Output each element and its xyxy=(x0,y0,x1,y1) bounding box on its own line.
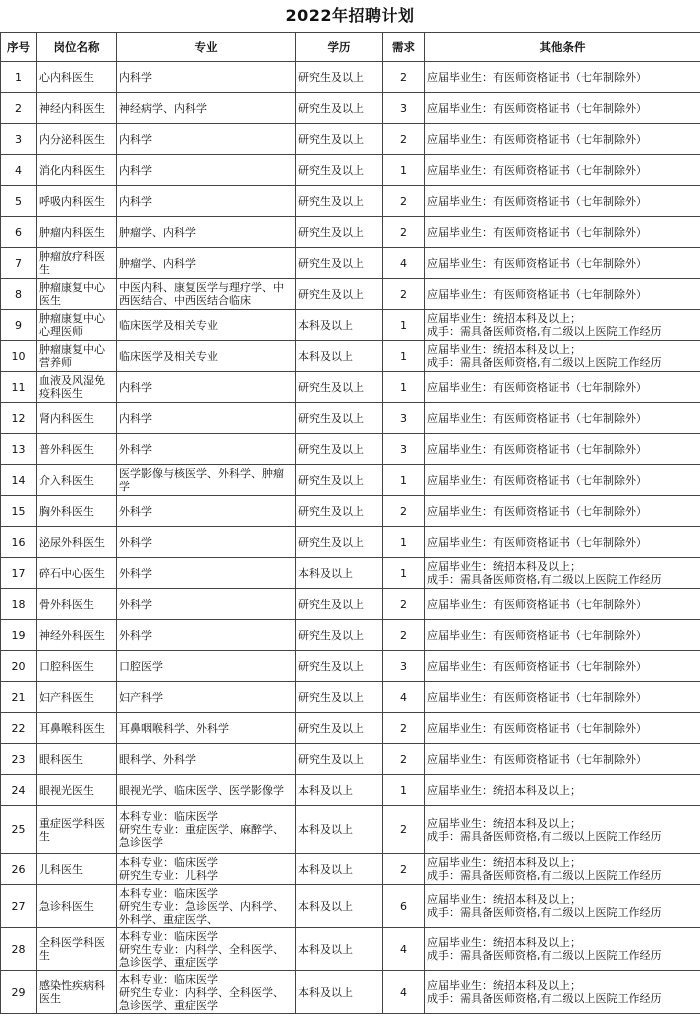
cell-other: 应届毕业生：有医师资格证书（七年制除外） xyxy=(425,279,700,310)
cell-no: 4 xyxy=(1,155,37,186)
cell-major: 本科专业：临床医学 研究生专业：急诊医学、内科学、外科学、重症医学、 xyxy=(117,885,296,928)
cell-education: 本科及以上 xyxy=(296,928,383,971)
cell-no: 14 xyxy=(1,465,37,496)
cell-no: 9 xyxy=(1,310,37,341)
cell-position: 重症医学科医生 xyxy=(37,806,117,854)
header-major: 专业 xyxy=(117,33,296,62)
cell-demand: 2 xyxy=(383,806,425,854)
cell-education: 本科及以上 xyxy=(296,310,383,341)
cell-demand: 2 xyxy=(383,589,425,620)
cell-education: 研究生及以上 xyxy=(296,527,383,558)
cell-other: 应届毕业生：有医师资格证书（七年制除外） xyxy=(425,372,700,403)
cell-major: 内科学 xyxy=(117,155,296,186)
cell-no: 2 xyxy=(1,93,37,124)
cell-other: 应届毕业生：有医师资格证书（七年制除外） xyxy=(425,155,700,186)
cell-demand: 4 xyxy=(383,928,425,971)
cell-education: 研究生及以上 xyxy=(296,248,383,279)
cell-no: 29 xyxy=(1,971,37,1014)
recruitment-table xyxy=(0,32,700,1014)
cell-other: 应届毕业生：有医师资格证书（七年制除外） xyxy=(425,682,700,713)
cell-major: 中医内科、康复医学与理疗学、中西医结合、中西医结合临床 xyxy=(117,279,296,310)
cell-no: 10 xyxy=(1,341,37,372)
cell-position: 介入科医生 xyxy=(37,465,117,496)
cell-education: 研究生及以上 xyxy=(296,403,383,434)
cell-other: 应届毕业生：统招本科及以上； 成手：需具备医师资格,有二级以上医院工作经历 xyxy=(425,806,700,854)
cell-other: 应届毕业生：统招本科及以上； 成手：需具备医师资格,有二级以上医院工作经历 xyxy=(425,854,700,885)
cell-education: 研究生及以上 xyxy=(296,372,383,403)
table-row xyxy=(1,279,700,310)
cell-other: 应届毕业生：统招本科及以上； 成手：需具备医师资格,有二级以上医院工作经历 xyxy=(425,310,700,341)
cell-other: 应届毕业生：有医师资格证书（七年制除外） xyxy=(425,124,700,155)
cell-position: 急诊科医生 xyxy=(37,885,117,928)
cell-education: 研究生及以上 xyxy=(296,465,383,496)
cell-position: 耳鼻喉科医生 xyxy=(37,713,117,744)
cell-education: 本科及以上 xyxy=(296,775,383,806)
table-row xyxy=(1,620,700,651)
cell-position: 感染性疾病科医生 xyxy=(37,971,117,1014)
cell-demand: 3 xyxy=(383,434,425,465)
cell-position: 血液及风湿免疫科医生 xyxy=(37,372,117,403)
table-row xyxy=(1,496,700,527)
cell-demand: 2 xyxy=(383,186,425,217)
cell-demand: 2 xyxy=(383,124,425,155)
cell-major: 内科学 xyxy=(117,62,296,93)
cell-major: 眼科学、外科学 xyxy=(117,744,296,775)
header-position: 岗位名称 xyxy=(37,33,117,62)
cell-education: 研究生及以上 xyxy=(296,589,383,620)
cell-position: 肿瘤康复中心营养师 xyxy=(37,341,117,372)
table-row xyxy=(1,589,700,620)
cell-education: 研究生及以上 xyxy=(296,124,383,155)
page-title: 2022年招聘计划 xyxy=(285,6,415,25)
cell-no: 13 xyxy=(1,434,37,465)
cell-education: 研究生及以上 xyxy=(296,62,383,93)
table-row xyxy=(1,217,700,248)
cell-no: 16 xyxy=(1,527,37,558)
cell-other: 应届毕业生：有医师资格证书（七年制除外） xyxy=(425,527,700,558)
cell-demand: 1 xyxy=(383,310,425,341)
cell-position: 神经外科医生 xyxy=(37,620,117,651)
table-row xyxy=(1,775,700,806)
cell-major: 外科学 xyxy=(117,527,296,558)
cell-major: 临床医学及相关专业 xyxy=(117,310,296,341)
cell-position: 胸外科医生 xyxy=(37,496,117,527)
cell-no: 27 xyxy=(1,885,37,928)
cell-demand: 2 xyxy=(383,62,425,93)
cell-other: 应届毕业生：有医师资格证书（七年制除外） xyxy=(425,434,700,465)
cell-position: 肿瘤康复中心医生 xyxy=(37,279,117,310)
cell-education: 本科及以上 xyxy=(296,854,383,885)
cell-no: 11 xyxy=(1,372,37,403)
cell-demand: 1 xyxy=(383,527,425,558)
table-row xyxy=(1,248,700,279)
table-row xyxy=(1,651,700,682)
cell-position: 骨外科医生 xyxy=(37,589,117,620)
cell-major: 内科学 xyxy=(117,124,296,155)
cell-education: 研究生及以上 xyxy=(296,682,383,713)
cell-position: 肾内科医生 xyxy=(37,403,117,434)
cell-no: 25 xyxy=(1,806,37,854)
cell-education: 本科及以上 xyxy=(296,885,383,928)
table-row xyxy=(1,341,700,372)
cell-no: 22 xyxy=(1,713,37,744)
cell-demand: 1 xyxy=(383,558,425,589)
cell-education: 本科及以上 xyxy=(296,341,383,372)
cell-position: 神经内科医生 xyxy=(37,93,117,124)
cell-demand: 2 xyxy=(383,713,425,744)
cell-no: 5 xyxy=(1,186,37,217)
cell-major: 外科学 xyxy=(117,558,296,589)
cell-other: 应届毕业生：统招本科及以上； 成手：需具备医师资格,有二级以上医院工作经历 xyxy=(425,341,700,372)
cell-demand: 6 xyxy=(383,885,425,928)
cell-major: 本科专业：临床医学 研究生专业：内科学、全科医学、急诊医学、重症医学 xyxy=(117,971,296,1014)
cell-demand: 4 xyxy=(383,248,425,279)
cell-other: 应届毕业生：有医师资格证书（七年制除外） xyxy=(425,403,700,434)
header-other: 其他条件 xyxy=(425,33,700,62)
cell-no: 7 xyxy=(1,248,37,279)
cell-major: 外科学 xyxy=(117,434,296,465)
cell-no: 23 xyxy=(1,744,37,775)
cell-education: 研究生及以上 xyxy=(296,496,383,527)
cell-major: 临床医学及相关专业 xyxy=(117,341,296,372)
cell-other: 应届毕业生：有医师资格证书（七年制除外） xyxy=(425,217,700,248)
cell-position: 普外科医生 xyxy=(37,434,117,465)
cell-position: 心内科医生 xyxy=(37,62,117,93)
cell-major: 口腔医学 xyxy=(117,651,296,682)
cell-education: 研究生及以上 xyxy=(296,651,383,682)
table-row xyxy=(1,62,700,93)
cell-no: 1 xyxy=(1,62,37,93)
cell-major: 本科专业：临床医学 研究生专业：内科学、全科医学、急诊医学、重症医学 xyxy=(117,928,296,971)
table-header-row xyxy=(1,33,700,62)
cell-education: 本科及以上 xyxy=(296,558,383,589)
table-row xyxy=(1,928,700,971)
cell-demand: 1 xyxy=(383,155,425,186)
cell-position: 眼视光医生 xyxy=(37,775,117,806)
cell-major: 肿瘤学、内科学 xyxy=(117,217,296,248)
table-row xyxy=(1,403,700,434)
cell-major: 内科学 xyxy=(117,186,296,217)
table-row xyxy=(1,744,700,775)
cell-no: 19 xyxy=(1,620,37,651)
cell-major: 本科专业：临床医学 研究生专业：重症医学、麻醉学、急诊医学 xyxy=(117,806,296,854)
cell-position: 消化内科医生 xyxy=(37,155,117,186)
table-row xyxy=(1,124,700,155)
cell-position: 妇产科医生 xyxy=(37,682,117,713)
cell-other: 应届毕业生：有医师资格证书（七年制除外） xyxy=(425,465,700,496)
cell-other: 应届毕业生：有医师资格证书（七年制除外） xyxy=(425,62,700,93)
table-row xyxy=(1,434,700,465)
cell-demand: 1 xyxy=(383,372,425,403)
cell-major: 外科学 xyxy=(117,620,296,651)
cell-no: 6 xyxy=(1,217,37,248)
cell-demand: 1 xyxy=(383,465,425,496)
cell-position: 肿瘤放疗科医生 xyxy=(37,248,117,279)
cell-demand: 2 xyxy=(383,217,425,248)
cell-major: 耳鼻咽喉科学、外科学 xyxy=(117,713,296,744)
cell-major: 神经病学、内科学 xyxy=(117,93,296,124)
cell-no: 21 xyxy=(1,682,37,713)
cell-other: 应届毕业生：有医师资格证书（七年制除外） xyxy=(425,651,700,682)
cell-education: 研究生及以上 xyxy=(296,434,383,465)
cell-demand: 3 xyxy=(383,93,425,124)
table-row xyxy=(1,186,700,217)
cell-major: 本科专业：临床医学 研究生专业：儿科学 xyxy=(117,854,296,885)
cell-major: 肿瘤学、内科学 xyxy=(117,248,296,279)
cell-major: 医学影像与核医学、外科学、肿瘤学 xyxy=(117,465,296,496)
cell-other: 应届毕业生：有医师资格证书（七年制除外） xyxy=(425,186,700,217)
cell-no: 17 xyxy=(1,558,37,589)
cell-other: 应届毕业生：有医师资格证书（七年制除外） xyxy=(425,620,700,651)
cell-no: 18 xyxy=(1,589,37,620)
cell-other: 应届毕业生：有医师资格证书（七年制除外） xyxy=(425,589,700,620)
cell-other: 应届毕业生：统招本科及以上； 成手：需具备医师资格,有二级以上医院工作经历 xyxy=(425,885,700,928)
table-row xyxy=(1,93,700,124)
cell-no: 8 xyxy=(1,279,37,310)
table-row xyxy=(1,885,700,928)
cell-major: 内科学 xyxy=(117,403,296,434)
cell-other: 应届毕业生：统招本科及以上； 成手：需具备医师资格,有二级以上医院工作经历 xyxy=(425,558,700,589)
cell-major: 外科学 xyxy=(117,589,296,620)
cell-demand: 2 xyxy=(383,854,425,885)
table-row xyxy=(1,465,700,496)
cell-no: 12 xyxy=(1,403,37,434)
cell-position: 碎石中心医生 xyxy=(37,558,117,589)
table-row xyxy=(1,155,700,186)
cell-education: 研究生及以上 xyxy=(296,93,383,124)
cell-position: 儿科医生 xyxy=(37,854,117,885)
cell-education: 研究生及以上 xyxy=(296,713,383,744)
table-row xyxy=(1,682,700,713)
cell-position: 眼科医生 xyxy=(37,744,117,775)
table-row xyxy=(1,527,700,558)
cell-major: 妇产科学 xyxy=(117,682,296,713)
cell-major: 眼视光学、临床医学、医学影像学 xyxy=(117,775,296,806)
cell-no: 20 xyxy=(1,651,37,682)
table-row xyxy=(1,372,700,403)
cell-education: 本科及以上 xyxy=(296,806,383,854)
table-row xyxy=(1,806,700,854)
cell-education: 研究生及以上 xyxy=(296,217,383,248)
cell-demand: 3 xyxy=(383,651,425,682)
cell-other: 应届毕业生：有医师资格证书（七年制除外） xyxy=(425,93,700,124)
cell-education: 研究生及以上 xyxy=(296,620,383,651)
table-row xyxy=(1,713,700,744)
cell-education: 研究生及以上 xyxy=(296,279,383,310)
table-body xyxy=(1,62,700,1014)
cell-other: 应届毕业生：有医师资格证书（七年制除外） xyxy=(425,496,700,527)
cell-education: 研究生及以上 xyxy=(296,155,383,186)
cell-position: 呼吸内科医生 xyxy=(37,186,117,217)
table-row xyxy=(1,558,700,589)
cell-position: 肿瘤内科医生 xyxy=(37,217,117,248)
table-row xyxy=(1,971,700,1014)
cell-position: 口腔科医生 xyxy=(37,651,117,682)
cell-demand: 2 xyxy=(383,744,425,775)
cell-no: 28 xyxy=(1,928,37,971)
header-demand: 需求 xyxy=(383,33,425,62)
cell-other: 应届毕业生：有医师资格证书（七年制除外） xyxy=(425,713,700,744)
cell-position: 肿瘤康复中心心理医师 xyxy=(37,310,117,341)
cell-no: 3 xyxy=(1,124,37,155)
cell-position: 内分泌科医生 xyxy=(37,124,117,155)
cell-other: 应届毕业生：统招本科及以上； 成手：需具备医师资格,有二级以上医院工作经历 xyxy=(425,928,700,971)
cell-demand: 4 xyxy=(383,682,425,713)
header-education: 学历 xyxy=(296,33,383,62)
cell-position: 泌尿外科医生 xyxy=(37,527,117,558)
cell-no: 15 xyxy=(1,496,37,527)
cell-other: 应届毕业生：有医师资格证书（七年制除外） xyxy=(425,248,700,279)
cell-other: 应届毕业生：统招本科及以上； xyxy=(425,775,700,806)
cell-demand: 4 xyxy=(383,971,425,1014)
cell-demand: 2 xyxy=(383,279,425,310)
cell-position: 全科医学科医生 xyxy=(37,928,117,971)
cell-education: 本科及以上 xyxy=(296,971,383,1014)
header-no: 序号 xyxy=(1,33,37,62)
cell-education: 研究生及以上 xyxy=(296,744,383,775)
cell-major: 外科学 xyxy=(117,496,296,527)
table-row xyxy=(1,854,700,885)
cell-demand: 2 xyxy=(383,620,425,651)
cell-demand: 2 xyxy=(383,496,425,527)
cell-demand: 1 xyxy=(383,341,425,372)
cell-education: 研究生及以上 xyxy=(296,186,383,217)
cell-demand: 3 xyxy=(383,403,425,434)
cell-other: 应届毕业生：有医师资格证书（七年制除外） xyxy=(425,744,700,775)
cell-demand: 1 xyxy=(383,775,425,806)
cell-no: 24 xyxy=(1,775,37,806)
cell-major: 内科学 xyxy=(117,372,296,403)
table-row xyxy=(1,310,700,341)
cell-no: 26 xyxy=(1,854,37,885)
cell-other: 应届毕业生：统招本科及以上； 成手：需具备医师资格,有二级以上医院工作经历 xyxy=(425,971,700,1014)
